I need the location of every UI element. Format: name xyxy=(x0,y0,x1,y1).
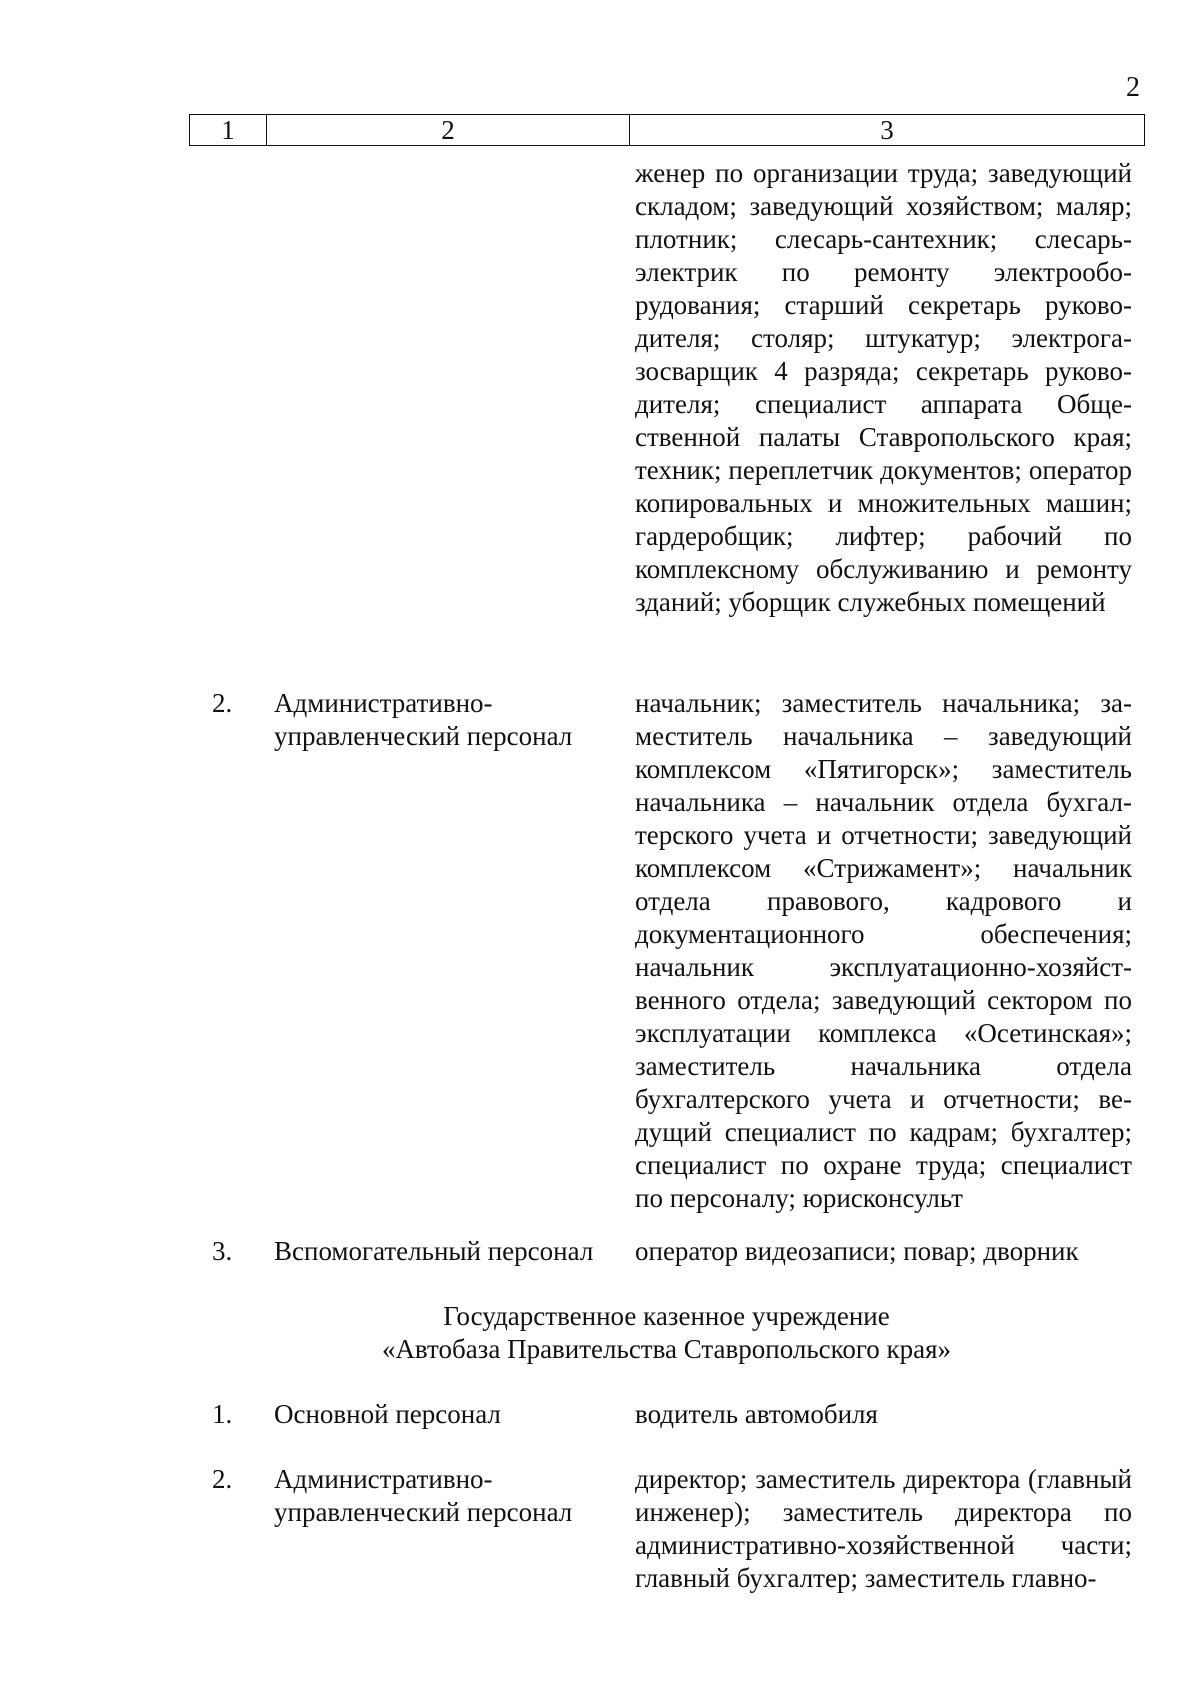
row-continuation-positions: женер по организации труда; заведующий складом; заведующий хозяйством; маляр; плотник; слесарь-сантехник; слесарь-электрик по ремонту электрооборудования; старший секретарь руководителя; столяр; штукатур; электрогазосварщик 4 разряда; секретарь руководителя; специалист аппарата Общественной палаты Ставропольского края; техник; переплетчик документов; оператор копировальных и множительных машин; гардеробщик; лифтер; рабочий по комплексному обслуживанию и ремонту зданий; уборщик служебных помещений xyxy=(635,158,1132,617)
section-heading xyxy=(189,1300,1144,1366)
section-row-1-positions: водитель автомобиля xyxy=(635,1399,878,1429)
row-2-number: 2. xyxy=(212,688,233,718)
section-row-2-positions: директор; заместитель директора (главный инженер); заместитель директора по административно-хозяйственной части; главный бухгалтер; заместитель главно- xyxy=(635,1464,1132,1593)
row-3-number: 3. xyxy=(212,1236,233,1266)
header-col-3: 3 xyxy=(630,115,1145,146)
section-row-2-category: Административно-управленческий персонал xyxy=(274,1464,573,1527)
section-row-1-category: Основной персонал xyxy=(274,1399,501,1429)
row-3-category: Вспомогательный персонал xyxy=(274,1236,594,1266)
page-number: 2 xyxy=(1126,72,1140,103)
section-row-1-number: 1. xyxy=(212,1399,233,1429)
section-heading-line-2: «Автобаза Правительства Ставропольского края» xyxy=(381,1334,952,1364)
table-header xyxy=(189,114,1145,146)
header-col-2: 2 xyxy=(267,115,630,146)
header-col-1: 1 xyxy=(190,115,267,146)
section-row-2-number: 2. xyxy=(212,1464,233,1494)
section-heading-line-1: Государственное казенное учреждение xyxy=(443,1301,890,1331)
row-2-positions: начальник; заместитель начальника; заместитель начальника – заведующий комплексом «Пятигорск»; заместитель начальника – начальник отдела бухгалтерского учета и отчетности; заведующий комплексом «Стрижамент»; начальник отдела правового, кадрового и документационного обеспечения; начальник эксплуатационно-хозяйственного отдела; заведующий сектором по эксплуатации комплекса «Осетинская»; заместитель начальника отдела бухгалтерского учета и отчетности; ведущий специалист по кадрам; бухгалтер; специалист по охране труда; специалист по персоналу; юрисконсульт xyxy=(635,688,1132,1213)
row-2-category: Административно-управленческий персонал xyxy=(274,688,573,751)
row-3-positions: оператор видеозаписи; повар; дворник xyxy=(635,1236,1079,1266)
